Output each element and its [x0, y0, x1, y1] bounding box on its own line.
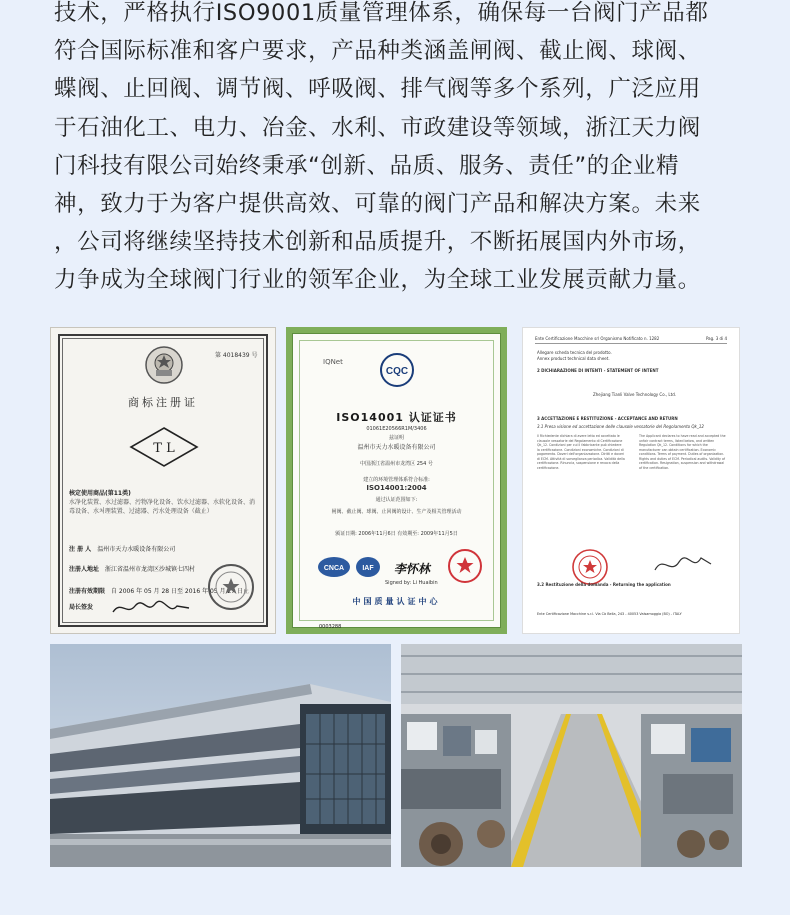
iso-signed-by: Signed by: Li Huaibin [385, 580, 438, 586]
iso-cert-no: 01061E20566R1M/3406 [366, 426, 427, 432]
validity-value: 自 2006 年 05 月 28 日至 2016 年 05 月 27 日止 [111, 588, 249, 595]
iso-company: 温州市天力水暖设备有限公司 [357, 444, 436, 451]
trademark-number: 第 4018439 号 [215, 352, 258, 359]
eu-section-title: 3.2 Restituzione della domanda - Returning the application [537, 582, 671, 587]
eu-header-left: Ente Certificazione Macchine srl Organismo Notificato n. 1282 [535, 336, 660, 341]
goods-row [69, 488, 137, 497]
iso-issue: 颁证日期: 2006年11月6日 有效期至: 2009年11月5日 [335, 531, 458, 537]
eu-section-title: 2 DICHIARAZIONE DI INTENTI - STATEMENT OF INTENT [537, 368, 659, 373]
iso14001-certificate [286, 327, 507, 634]
director-row [69, 602, 99, 611]
iso-code: 0003288 [319, 624, 342, 630]
eu-line: Allegare scheda tecnica del prodotto. [537, 350, 612, 355]
iaf-mark-icon [355, 556, 381, 578]
official-seal-icon [206, 562, 256, 612]
tl-logo-icon [129, 426, 199, 468]
red-stamp-icon [571, 548, 609, 586]
iso-address: 中国浙江省温州市龙湾区 254 号 [360, 461, 433, 467]
factory-building-image [50, 644, 391, 867]
iso-signature: 李怀林 [393, 562, 433, 576]
eu-column-italian: Il Richiedente dichiara di avere letto ed accettato le clausole vessatorie del Regolamento di Certificazione Qk_12. Condizioni per cui il fabbricante può chiedere la certificazione. Condizioni economiche. Condizioni di pagamento. Doveri dell'organizzazione. Diritti e doveri di ECM. Attività di sorveglianza periodica. Validità della certificazione. Rinuncia, sospensione e revoca della certificazione. [537, 434, 625, 470]
intro-paragraph [54, 0, 744, 300]
intro-line: 力争成为全球阀门行业的领军企业，为全球工业发展贡献力量。 [54, 267, 701, 294]
intro-line: 于石油化工、电力、冶金、水利、市政建设等领域，浙江天力阀 [54, 114, 701, 141]
workshop-image [401, 644, 742, 867]
workshop-photo [401, 644, 742, 867]
address-label: 注册人地址 [69, 566, 100, 573]
eu-section-title: 3 ACCETTAZIONE E RESTITUZIONE - ACCEPTANCE AND RETURN [537, 416, 678, 421]
address-value: 浙江省温州市龙湾区沙城镇七四村 [105, 566, 196, 573]
eu-company: Zhejiang Tianli Valve Technology Co., Ltd. [593, 392, 677, 397]
tl-logo-text: T L [153, 441, 175, 456]
validity-label: 注册有效期限 [69, 588, 106, 595]
trademark-title: 商标注册证 [128, 396, 198, 409]
address-row [69, 564, 195, 573]
eu-line: Annex product technical data sheet. [537, 356, 610, 361]
registrant-value: 温州市天力水暖设备有限公司 [97, 546, 176, 553]
iqnet-label: IQNet [323, 358, 343, 366]
eu-certification-document [522, 327, 740, 634]
intro-line: 符合国际标准和客户要求，产品种类涵盖闸阀、截止阀、球阀、 [54, 38, 701, 65]
signature-icon [653, 550, 713, 580]
intro-line: 技术，严格执行ISO9001质量管理体系，确保每一台阀门产品都 [54, 0, 709, 26]
goods-label: 核定使用商品(第11类) [69, 490, 131, 497]
director-signature-icon [111, 598, 191, 618]
certificates-row [50, 327, 740, 634]
factory-building-photo [50, 644, 391, 867]
intro-line: 蝶阀、止回阀、调节阀、呼吸阀、排气阀等多个系列，广泛应用 [54, 76, 701, 103]
trademark-certificate [50, 327, 276, 634]
intro-line: ，公司将继续坚持技术创新和品质提升，不断拓展国内外市场， [54, 229, 701, 256]
iso-system-line: 建立的环境管理体系符合标准: [363, 477, 430, 483]
cncb-mark-icon [317, 556, 351, 578]
iso-footer: 中国质量认证中心 [352, 597, 441, 606]
iso-line: 兹证明 [388, 435, 404, 441]
eu-footer: Ente Certificazione Macchine s.r.l. Via Cà Bella, 243 - 40053 Valsamoggia (BO) - ITALY [537, 612, 682, 616]
goods-text: 水净化装置、水过滤器、污物净化设备、饮水过滤器、水软化设备、消毒设备、水처理装置、过滤器、污水处理设备（截止） [69, 499, 256, 515]
iso-title: ISO14001 认证证书 [336, 411, 457, 424]
cqc-logo-icon [379, 352, 415, 388]
eu-header [535, 336, 727, 344]
eu-line: 3.1 Presa visione ed accettazione delle clausole vessatorie del Regolamento Qk_12 [537, 424, 704, 429]
iso-scope-label: 通过认证范围如下: [375, 497, 418, 503]
cncb-mark-text: CNCA [323, 565, 345, 572]
intro-line: 神，致力于为客户提供高效、可靠的阀门产品和解决方案。未来 [54, 191, 701, 218]
cqc-logo-text: CQC [385, 366, 409, 377]
registrant-label: 注 册 人 [69, 546, 92, 553]
photos-row [50, 644, 742, 867]
registrant-row [69, 544, 175, 553]
intro-line: 门科技有限公司始终秉承“创新、品质、服务、责任”的企业精 [54, 152, 680, 179]
iaf-mark-text: IAF [362, 565, 374, 572]
red-seal-icon [447, 548, 483, 584]
director-label: 局长签发 [69, 604, 94, 611]
national-emblem-icon [143, 344, 185, 386]
iso-standard: ISO14001:2004 [366, 484, 427, 492]
eu-column-english: The Applicant declares to have read and accepted the unfair contract terms, listed below, and written Regulation Qk_12. Conditions for which the manufacturer can obtain certification. Economic conditions. Terms of payment. Duties of organization. Rights and duties of ECM. Periodical audits. Validity of certification. Resignation, suspension and withdrawal of the certification. [639, 434, 726, 470]
iso-scope: 闸阀、截止阀、球阀、止回阀的设计、生产及相关管理活动 [331, 509, 462, 515]
eu-header-right: Pag. 3 di 4 [705, 336, 727, 341]
